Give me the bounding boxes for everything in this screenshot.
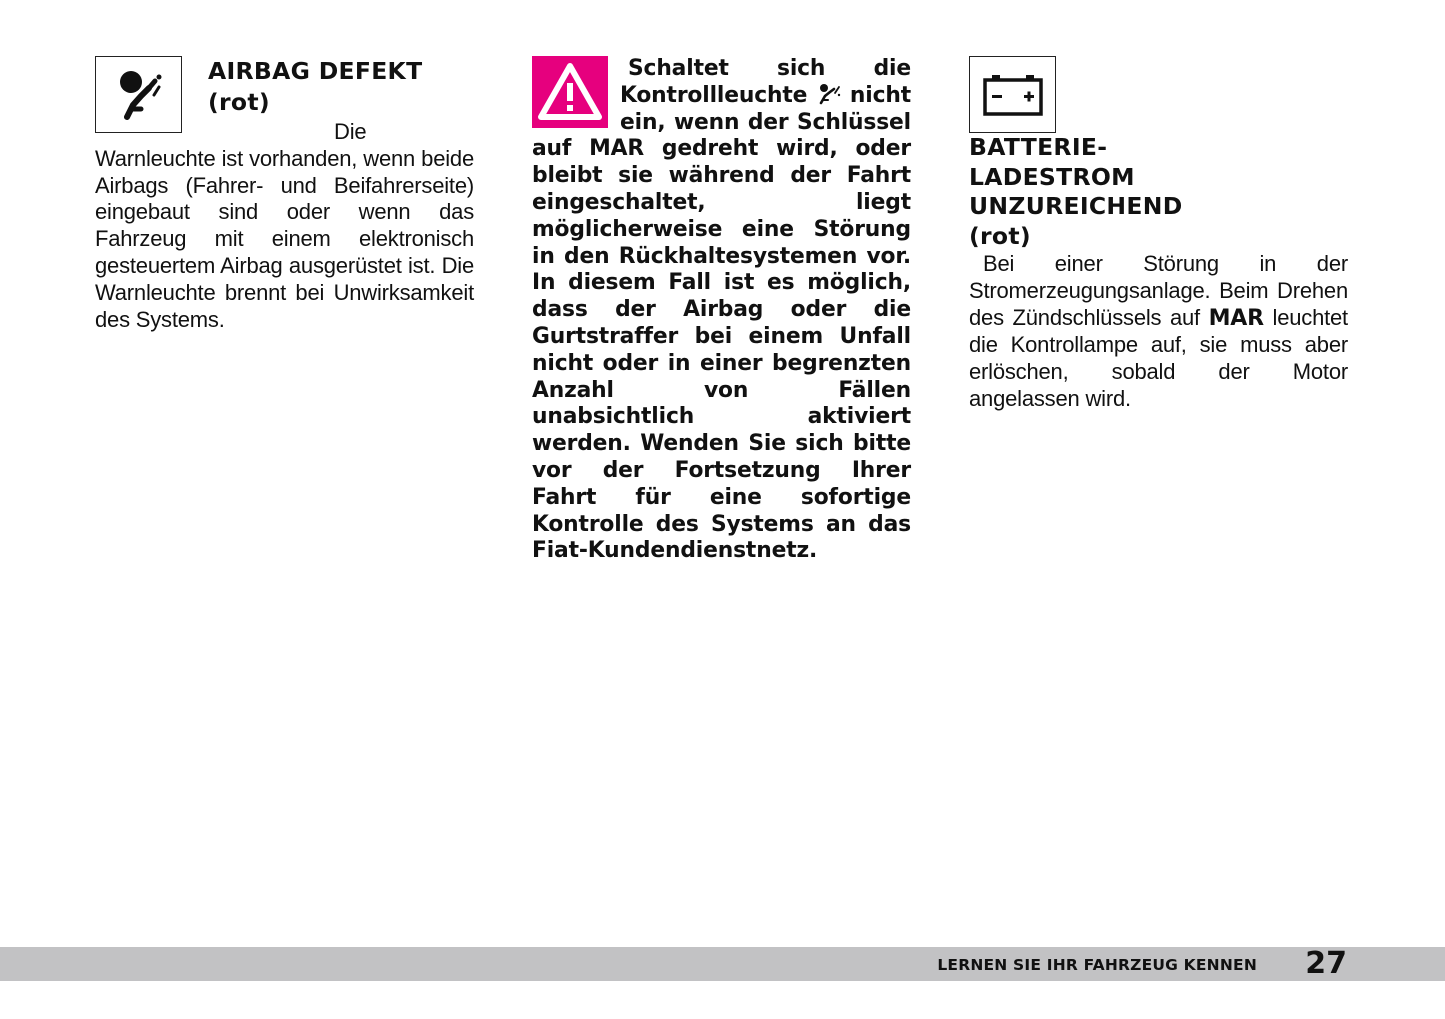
warning-text-lead: Schaltet sich die Kontrollleuchte <box>620 56 911 108</box>
battery-title: BATTERIE-LADESTROM UNZUREICHEND <box>969 133 1183 220</box>
warning-text <box>532 56 911 565</box>
airbag-color-note: (rot) <box>208 87 270 116</box>
battery-color-note: (rot) <box>969 221 1031 250</box>
warning-section <box>532 56 911 565</box>
airbag-description: Die Warnleuchte ist vorhanden, wenn beide Airbags (Fahrer- und Beifahrerseite) eingebaut sind oder wenn das Fahrzeug mit einem elektronisch gesteuertem Airbag ausgerüstet ist. Die Warnleuchte brennt bei Unwirksamkeit des Systems. <box>95 119 474 332</box>
airbag-warning-light-icon <box>95 56 182 133</box>
airbag-section <box>95 56 474 333</box>
battery-text-lead: Bei einer Störung in der Stromerzeugungsanlage. Beim Drehen des Zündschlüssels auf <box>969 251 1348 330</box>
warning-text-rest: gedreht wird, oder bleibt sie während der Fahrt eingeschaltet, liegt möglicherweise eine Störung in den Rückhaltesystemen vor. In diesem Fall ist es möglich, dass der Airbag oder die Gurtstraffer bei einem Unfall nicht oder in einer begrenzten Anzahl von Fällen unabsichtlich aktiviert werden. Wenden Sie sich bitte vor der Fortsetzung Ihrer Fahrt für eine sofortige Kontrolle des Systems an das Fiat-Kundendienstnetz. <box>532 136 911 564</box>
battery-section <box>969 56 1348 413</box>
warning-text-mid: nicht ein, wenn der Schlüssel auf <box>532 82 911 162</box>
battery-description <box>969 251 1348 413</box>
battery-text-rest: leuchtet die Kontrollampe auf, sie muss aber erlöschen, sobald der Motor angelassen wird. <box>969 304 1348 411</box>
airbag-title: AIRBAG DEFEKT <box>208 57 423 85</box>
page-number: 27 <box>1305 946 1347 981</box>
battery-key-position: MAR <box>1208 305 1264 331</box>
battery-icon <box>969 56 1056 133</box>
airbag-symbol-icon <box>817 83 841 105</box>
footer-bar <box>0 947 1445 981</box>
footer-section-label: LERNEN SIE IHR FAHRZEUG KENNEN <box>937 956 1257 974</box>
warning-key-position: MAR <box>589 136 645 162</box>
warning-triangle-icon <box>532 56 608 128</box>
